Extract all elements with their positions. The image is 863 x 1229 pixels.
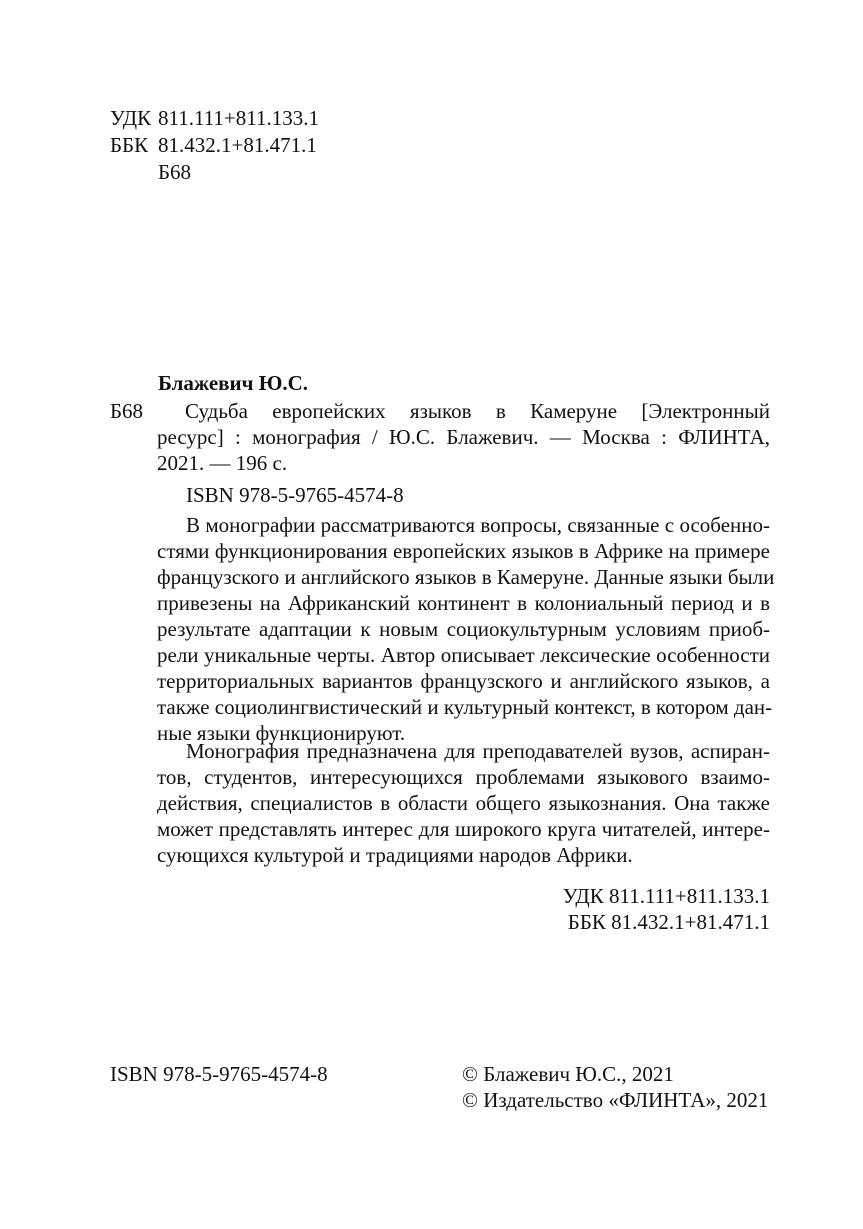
title-line-3: 2021. — 196 с.	[157, 451, 288, 475]
classification-codes-bottom	[563, 883, 770, 935]
annotation-line: рели уникальные черты. Автор описывает лексические особенности	[157, 643, 770, 667]
udk-code-bottom: УДК 811.111+811.133.1	[562, 884, 770, 908]
bbk-value: 81.432.1+81.471.1	[158, 133, 317, 157]
author-mark-top: Б68	[158, 160, 192, 184]
annotation-line: Монография предназначена для преподавателей вузов, аспиран-	[186, 739, 770, 763]
udk-label: УДК	[110, 106, 152, 130]
annotation-line: ные языки функционируют.	[157, 721, 406, 745]
annotation-paragraph-2	[157, 738, 770, 868]
annotation-line: стями функционирования европейских языков в Африке на примере	[157, 539, 770, 563]
annotation-line: территориальных вариантов французского и английского языков, а	[157, 669, 770, 693]
annotation-line: также социолингвистический и культурный контекст, в котором дан-	[157, 695, 773, 719]
bbk-code-bottom: ББК 81.432.1+81.471.1	[567, 910, 770, 934]
footer-isbn: ISBN 978-5-9765-4574-8	[110, 1062, 328, 1086]
bibliographic-description	[157, 398, 770, 476]
bbk-label: ББК	[110, 133, 149, 157]
annotation-line: результате адаптации к новым социокультурным условиям приоб-	[157, 617, 770, 641]
annotation-line: привезены на Африканский континент в колониальный период и в	[157, 591, 770, 615]
udk-line	[110, 105, 319, 131]
isbn-entry: ISBN 978-5-9765-4574-8	[186, 483, 404, 507]
annotation-line: французского и английского языков в Камеруне. Данные языки были	[157, 565, 775, 589]
author-name: Блажевич Ю.С.	[158, 371, 309, 395]
title-line-1: Судьба европейских языков в Камеруне [Электронный	[185, 399, 770, 423]
annotation-paragraph-1	[157, 512, 775, 746]
annotation-line: В монографии рассматриваются вопросы, связанные с особенно-	[186, 513, 770, 537]
copyright-publisher: © Издательство «ФЛИНТА», 2021	[462, 1088, 769, 1112]
annotation-line: тов, студентов, интересующихся проблемами языкового взаимо-	[157, 765, 770, 789]
bbk-line	[110, 132, 317, 158]
title-line-2: ресурс] : монография / Ю.С. Блажевич. — Москва : ФЛИНТА,	[157, 425, 770, 449]
annotation-line: действия, специалистов в области общего языкознания. Она также	[157, 791, 770, 815]
udk-value: 811.111+811.133.1	[158, 106, 319, 130]
author-mark: Б68	[110, 399, 144, 423]
annotation-line: сующихся культурой и традициями народов Африки.	[157, 843, 633, 867]
annotation-line: может представлять интерес для широкого круга читателей, интере-	[157, 817, 770, 841]
copyright-author: © Блажевич Ю.С., 2021	[462, 1062, 674, 1086]
